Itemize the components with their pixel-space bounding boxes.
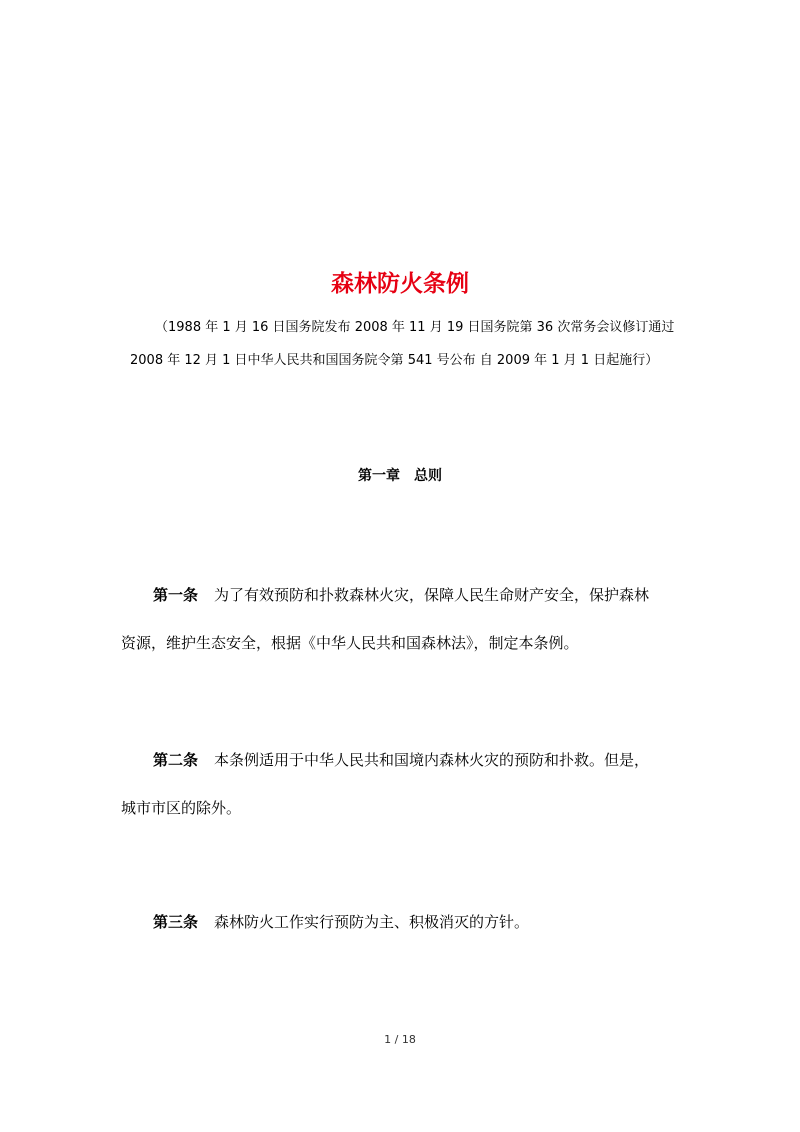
- article-label: 第二条: [153, 751, 199, 769]
- article-text: 森林防火工作实行预防为主、积极消灭的方针。: [214, 913, 530, 931]
- article-3: [121, 898, 691, 946]
- article-text: 本条例适用于中华人民共和国境内森林火灾的预防和扑救。但是，: [214, 751, 650, 769]
- issuance-note-line-2: 2008 年 12 月 1 日中华人民共和国国务院令第 541 号公布 自 2009 年 1 月 1 日起施行）: [130, 353, 659, 368]
- chapter-heading: 第一章 总则: [358, 468, 442, 484]
- article-1: [121, 571, 691, 667]
- article-label: 第三条: [153, 913, 199, 931]
- page-number: 1 / 18: [384, 1033, 416, 1046]
- article-1-first-line: [121, 571, 691, 619]
- article-2-second-line: 城市市区的除外。: [121, 799, 242, 817]
- article-2-first-line: [121, 736, 691, 784]
- article-text: 为了有效预防和扑救森林火灾，保障人民生命财产安全，保护森林: [214, 586, 650, 604]
- issuance-note-line-1: （1988 年 1 月 16 日国务院发布 2008 年 11 月 19 日国务院第 36 次常务会议修订通过: [155, 320, 675, 335]
- article-1-second-line: 资源，维护生态安全，根据《中华人民共和国森林法》，制定本条例。: [121, 634, 579, 652]
- article-2: [121, 736, 691, 832]
- article-3-first-line: [121, 898, 691, 946]
- article-label: 第一条: [153, 586, 199, 604]
- document-title: 森林防火条例: [331, 271, 469, 297]
